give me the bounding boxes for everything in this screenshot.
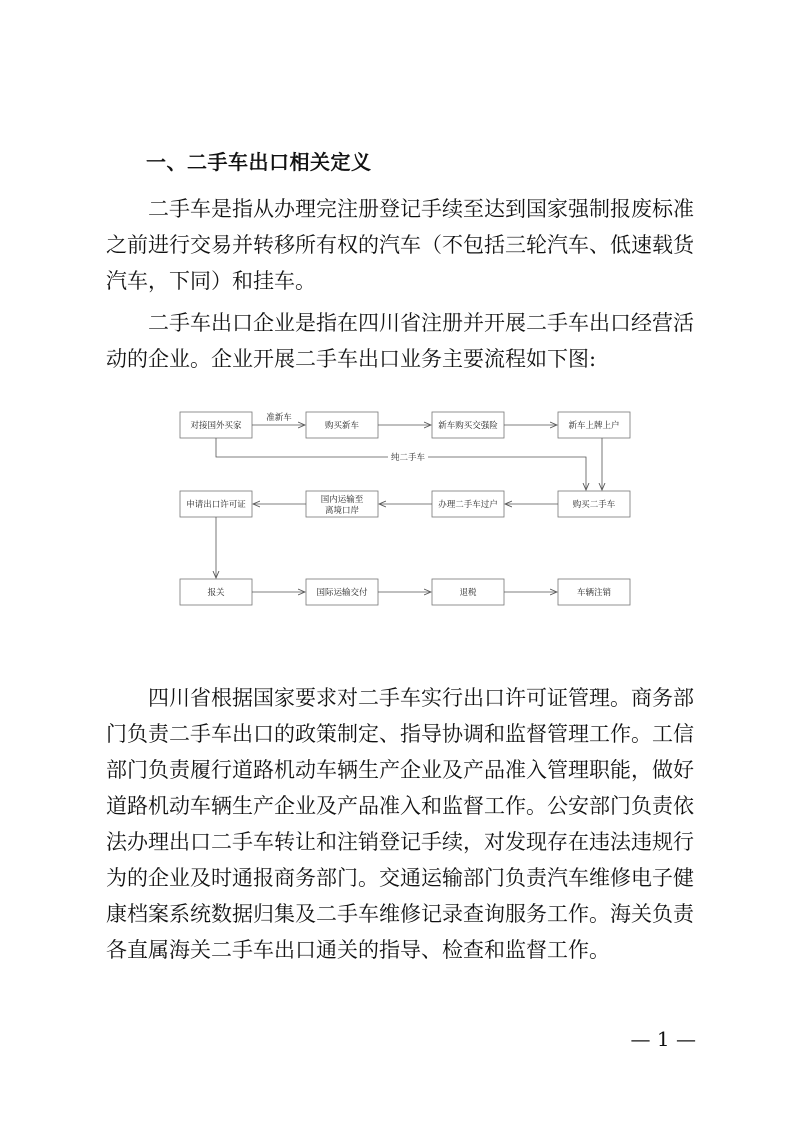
edge-label-quasi-new: 准新车	[266, 413, 292, 423]
node-deregister	[558, 579, 630, 605]
node-customs-label: 报关	[207, 588, 225, 598]
node-transport-label-line2: 离境口岸	[324, 506, 360, 516]
section-heading: 一、二手车出口相关定义	[146, 150, 372, 174]
edge-label-pure-used: 纯二手车	[390, 453, 426, 463]
export-process-flowchart	[170, 400, 640, 615]
node-plate-label: 新车上牌上户	[568, 421, 620, 431]
node-insurance	[432, 412, 504, 438]
node-license	[180, 491, 252, 517]
node-intl-delivery-label: 国际运输交付	[316, 588, 368, 598]
node-transfer	[432, 491, 504, 517]
node-insurance-label: 新车购买交强险	[438, 421, 498, 431]
node-contact-buyer-label: 对接国外买家	[190, 421, 242, 431]
node-license-label: 申请出口许可证	[186, 500, 246, 510]
node-tax-refund	[432, 579, 504, 605]
flowchart-canvas	[170, 400, 640, 615]
node-tax-refund-label: 退税	[459, 588, 477, 598]
regulation-paragraph: 四川省根据国家要求对二手车实行出口许可证管理。商务部门负责二手车出口的政策制定、指导协调和监督管理工作。工信部门负责履行道路机动车辆生产企业及产品准入管理职能，做好道路机动车辆生产企业及产品准入和监督工作。公安部门负责依法办理出口二手车转让和注销登记手续，对发现存在违法违规行为的企业及时通报商务部门。交通运输部门负责汽车维修电子健康档案系统数据归集及二手车维修记录查询服务工作。海关负责各直属海关二手车出口通关的指导、检查和监督工作。	[106, 686, 694, 962]
node-contact-buyer	[180, 412, 252, 438]
exporter-paragraph: 二手车出口企业是指在四川省注册并开展二手车出口经营活动的企业。企业开展二手车出口业务主要流程如下图:	[106, 311, 694, 371]
node-buy-used-label: 购买二手车	[572, 500, 616, 510]
node-buy-new-label: 购买新车	[324, 421, 360, 431]
node-deregister-label: 车辆注销	[576, 588, 612, 598]
node-plate	[558, 412, 630, 438]
node-buy-used	[558, 491, 630, 517]
node-transport-label-line1: 国内运输至	[320, 495, 364, 505]
definition-paragraph: 二手车是指从办理完注册登记手续至达到国家强制报废标准之前进行交易并转移所有权的汽车（不包括三轮汽车、低速载货汽车，下同）和挂车。	[106, 197, 694, 293]
node-transport	[306, 491, 378, 517]
node-buy-new	[306, 412, 378, 438]
page-number: — 1 —	[630, 1027, 696, 1051]
node-customs	[180, 579, 252, 605]
node-transfer-label: 办理二手车过户	[438, 500, 498, 510]
edge-contact-to-buyused	[216, 438, 586, 490]
node-intl-delivery	[306, 579, 378, 605]
